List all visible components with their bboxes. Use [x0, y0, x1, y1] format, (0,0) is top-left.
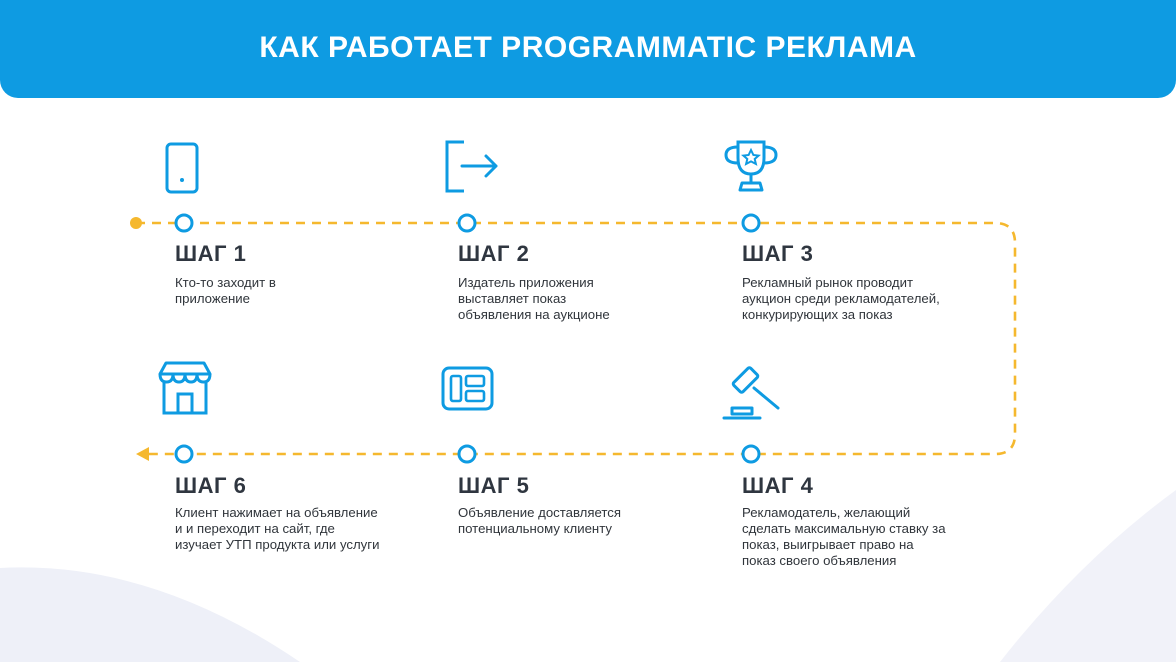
step-3-title: ШАГ 3 — [742, 241, 814, 266]
step-1-node — [176, 215, 192, 231]
step-2-text: Издатель приложения выставляет показ объявления на аукционе — [458, 275, 610, 322]
step-2-title: ШАГ 2 — [458, 241, 530, 266]
step-2-node — [459, 215, 475, 231]
flow-start-dot — [130, 217, 142, 229]
step-4-title: ШАГ 4 — [742, 473, 814, 498]
flow-end-arrow — [136, 447, 149, 461]
step-3-text: Рекламный рынок проводит аукцион среди рекламодателей, конкурирующих за показ — [742, 275, 940, 322]
header-banner — [0, 0, 1176, 98]
smartphone-icon — [160, 141, 204, 195]
step-5-node — [459, 446, 475, 462]
step-1-title: ШАГ 1 — [175, 241, 247, 266]
trophy-icon — [720, 136, 782, 196]
gavel-icon — [720, 358, 786, 424]
step-6-text: Клиент нажимает на объявление и и переходит на сайт, где изучает УТП продукта или услуги — [175, 505, 380, 552]
step-5-text: Объявление доставляется потенциальному клиенту — [458, 505, 622, 536]
storefront-icon — [154, 358, 216, 418]
step-4-text: Рекламодатель, желающий сделать максимальную ставку за показ, выигрывает право на показ своего объявления — [742, 505, 946, 568]
page-title: КАК РАБОТАЕТ PROGRAMMATIC РЕКЛАМА — [259, 31, 917, 64]
ad-layout-icon — [440, 365, 496, 413]
step-5-title: ШАГ 5 — [458, 473, 530, 498]
step-3-node — [743, 215, 759, 231]
step-4-node — [743, 446, 759, 462]
step-1-text: Кто-то заходит в приложение — [175, 275, 276, 306]
step-6-node — [176, 446, 192, 462]
exit-arrow-icon — [440, 138, 502, 196]
step-6-title: ШАГ 6 — [175, 473, 247, 498]
flow-line — [136, 223, 1015, 454]
